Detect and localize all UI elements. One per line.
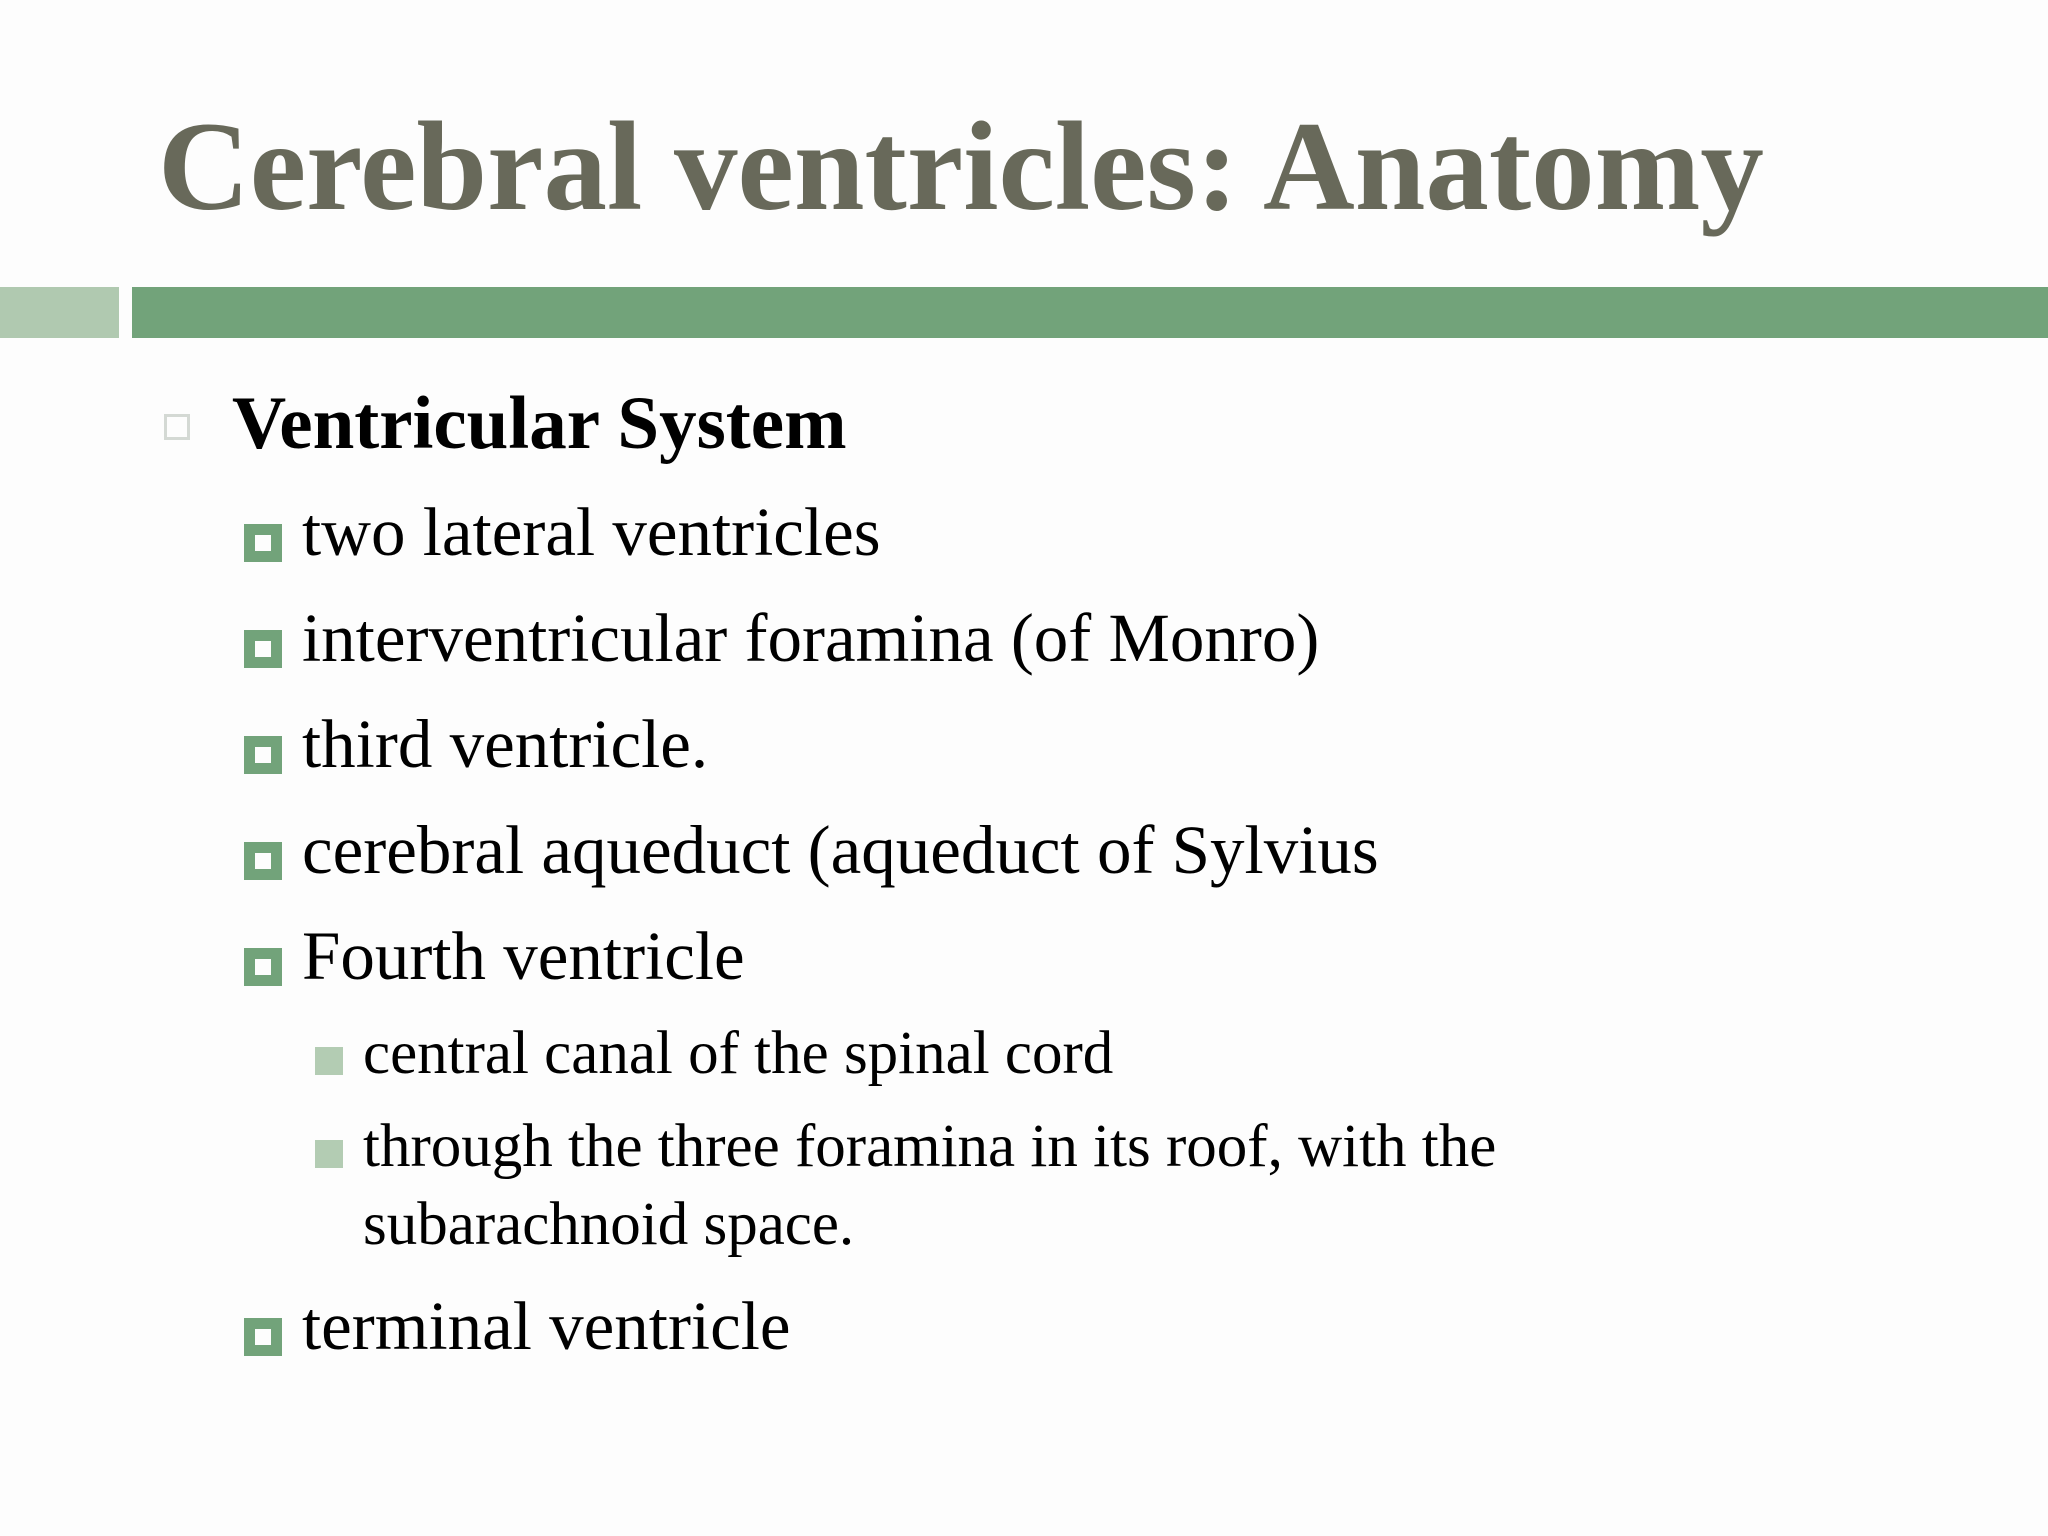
filled-square-bullet-icon	[315, 1047, 343, 1075]
list-item-text: interventricular foramina (of Monro)	[302, 600, 1320, 676]
square-bullet-icon	[244, 1318, 282, 1356]
list-item-text: cerebral aqueduct (aqueduct of Sylvius	[302, 812, 1379, 888]
heading-text: Ventricular System	[232, 382, 847, 465]
list-item-text: third ventricle.	[302, 706, 709, 782]
hollow-square-bullet-icon	[164, 414, 190, 440]
sub-list-item-text: through the three foramina in its roof, with the subarachnoid space.	[363, 1113, 1497, 1258]
list-item-text: two lateral ventricles	[302, 494, 881, 570]
square-bullet-icon	[244, 524, 282, 562]
square-bullet-icon	[244, 630, 282, 668]
sub-list-item-text: central canal of the spinal cord	[363, 1020, 1114, 1087]
filled-square-bullet-icon	[315, 1140, 343, 1168]
slide-title: Cerebral ventricles: Anatomy	[158, 97, 1764, 237]
list-item-text: Fourth ventricle	[302, 918, 745, 994]
square-bullet-icon	[244, 736, 282, 774]
square-bullet-icon	[244, 842, 282, 880]
list-item-text: terminal ventricle	[302, 1288, 791, 1364]
square-bullet-icon	[244, 948, 282, 986]
